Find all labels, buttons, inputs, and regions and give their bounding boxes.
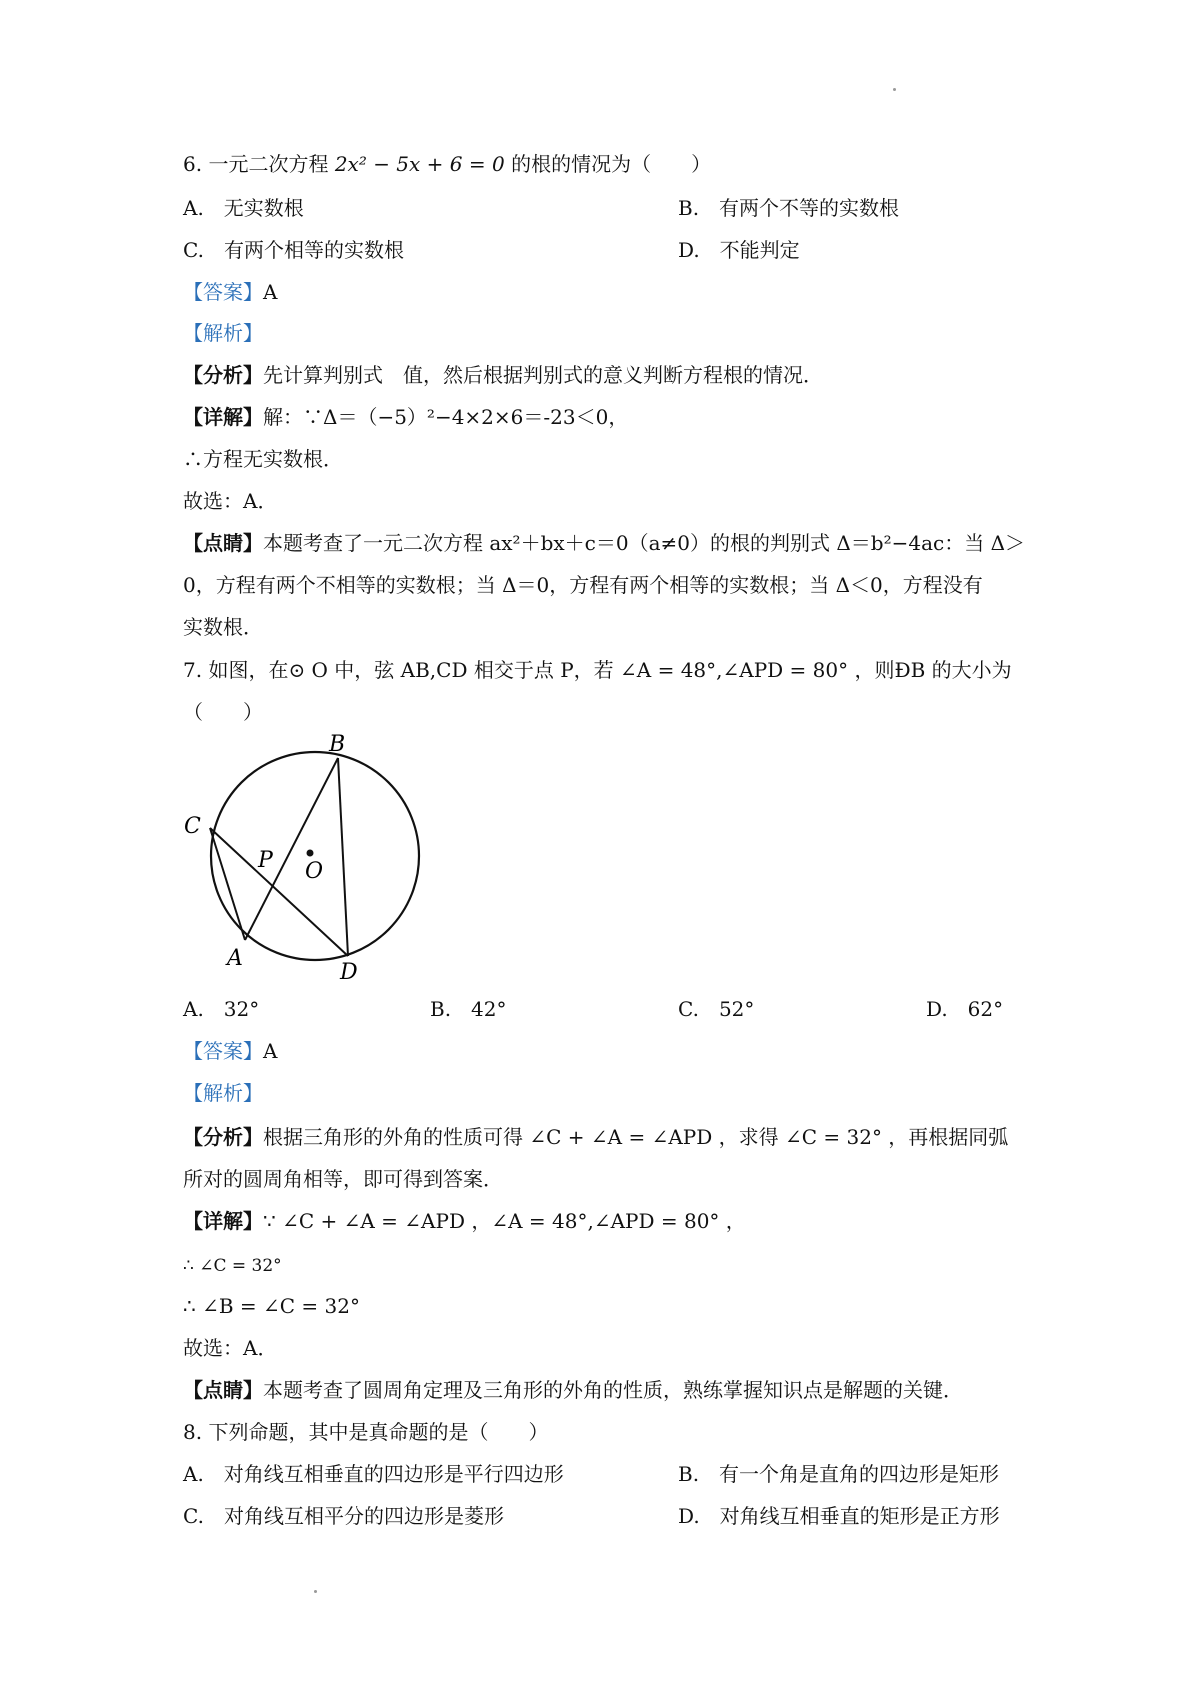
q6-option-d: D. 不能判定 [678,238,800,262]
q6-stem-suffix: 的根的情况为（ ） [511,152,712,176]
label-a: A [227,946,243,971]
q7-analysis-tag: 【解析】 [183,1081,263,1105]
q6-conclusion: ∴方程无实数根． [183,447,343,471]
q7-fenxi-line1: 根据三角形的外角的性质可得 ∠C + ∠A = ∠APD ，求得 ∠C = 32° ，再根据同弧 [263,1125,1009,1149]
q6-answer [183,280,277,304]
q7-option-c: C. 52° [678,997,755,1021]
q6-choose: 故选：A． [183,489,278,513]
q7-detail [183,1209,746,1233]
q7-answer-value: A [263,1039,278,1063]
q7-answer-tag: 【答案】 [183,1039,263,1063]
q6-fenxi [183,363,823,387]
scan-dot [893,88,896,91]
q6-fenxi-text: 先计算判别式 值，然后根据判别式的意义判断方程根的情况． [263,363,823,387]
q7-stem-line1: 7. 如图，在⊙ O 中，弦 AB,CD 相交于点 P，若 ∠A = 48°,∠APD = 80° ，则ÐB 的大小为 [183,658,1012,682]
q6-option-a: A. 无实数根 [183,196,304,220]
q8-option-b: B. 有一个角是直角的四边形是矩形 [678,1462,1000,1486]
q6-comment-line3: 实数根． [183,615,263,639]
q6-comment [183,531,1025,555]
label-d: D [340,960,358,983]
q6-detail [183,405,628,429]
q6-comment-line1: 本题考查了一元二次方程 ax²＋bx＋c＝0（a≠0）的根的判别式 Δ＝b²−4ac：当 Δ＞ [263,531,1026,555]
q7-option-a: A. 32° [183,997,260,1021]
q6-comment-line2: 0，方程有两个不相等的实数根；当 Δ＝0，方程有两个相等的实数根；当 Δ＜0，方程没有 [183,573,983,597]
q7-step1: ∴ ∠C = 32° [183,1256,282,1276]
q7-detail-tag: 【详解】 [183,1209,263,1233]
q8-option-d: D. 对角线互相垂直的矩形是正方形 [678,1504,1000,1528]
q8-option-a: A. 对角线互相垂直的四边形是平行四边形 [183,1462,564,1486]
q6-fenxi-tag: 【分析】 [183,363,263,387]
q6-stem-prefix: 6. 一元二次方程 [183,152,329,176]
q6-equation: 2x² − 5x + 6 = 0 [334,152,505,176]
q7-option-d: D. 62° [926,997,1004,1021]
q7-fenxi-line2: 所对的圆周角相等，即可得到答案． [183,1167,503,1191]
q7-comment [183,1378,963,1402]
q7-fenxi [183,1125,1008,1149]
q7-step2: ∴ ∠B = ∠C = 32° [183,1294,360,1318]
q6-stem [183,152,711,176]
q6-detail-text: 解：∵Δ＝（−5）²−4×2×6＝-23＜0， [263,405,629,429]
label-c: C [184,814,201,839]
q7-choose: 故选：A． [183,1336,278,1360]
q7-comment-text: 本题考查了圆周角定理及三角形的外角的性质，熟练掌握知识点是解题的关键． [263,1378,963,1402]
circle-figure [180,733,440,983]
label-p: P [258,848,273,873]
q6-option-b: B. 有两个不等的实数根 [678,196,900,220]
q7-answer [183,1039,277,1063]
label-b: B [329,733,346,757]
q6-analysis-tag: 【解析】 [183,321,263,345]
q7-fenxi-tag: 【分析】 [183,1125,263,1149]
q7-option-b: B. 42° [430,997,507,1021]
q8-option-c: C. 对角线互相平分的四边形是菱形 [183,1504,504,1528]
q8-stem: 8. 下列命题，其中是真命题的是（ ） [183,1420,549,1444]
label-o: O [305,859,324,884]
q7-stem-line2: （ ） [183,700,263,724]
segment-bd [338,758,348,956]
q7-comment-tag: 【点睛】 [183,1378,263,1402]
q6-comment-tag: 【点睛】 [183,531,263,555]
scan-dot [314,1590,317,1593]
q6-detail-tag: 【详解】 [183,405,263,429]
center-point [307,850,314,857]
q6-option-c: C. 有两个相等的实数根 [183,238,404,262]
q7-detail-text: ∵ ∠C + ∠A = ∠APD ，∠A = 48°,∠APD = 80° ， [263,1209,746,1233]
q6-answer-value: A [263,280,278,304]
q6-answer-tag: 【答案】 [183,280,263,304]
